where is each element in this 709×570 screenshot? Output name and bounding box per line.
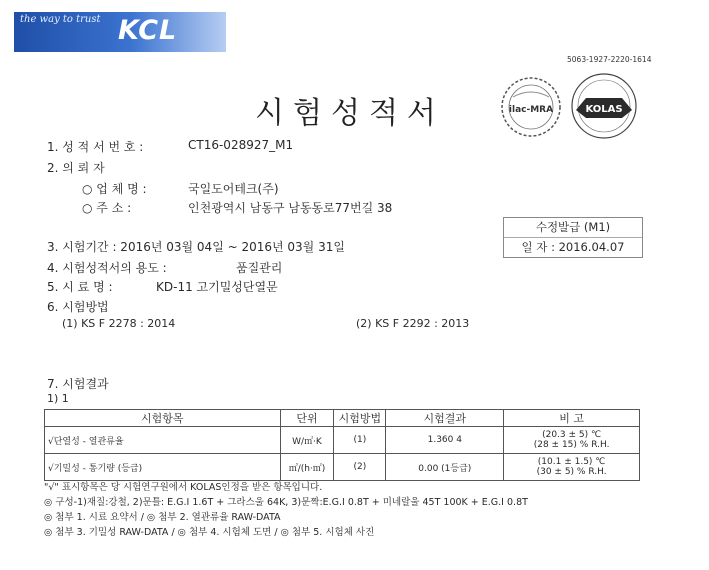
logo-text: KCL xyxy=(118,15,178,46)
row-unit: W/㎡·K xyxy=(280,427,334,454)
revision-date: 일 자 : 2016.04.07 xyxy=(521,240,625,254)
row-remark xyxy=(504,454,640,481)
usage-label: 4. 시험성적서의 용도 : xyxy=(47,261,167,275)
report-number-label: 1. 성 적 서 번 호 : xyxy=(47,140,144,154)
results-table xyxy=(44,409,640,481)
method-2: (2) KS F 2292 : 2013 xyxy=(356,317,470,330)
page-title: 시험성적서 xyxy=(255,96,445,131)
row-result: 0.00 (1등급) xyxy=(386,454,504,481)
kolas-seal xyxy=(566,72,642,140)
kcl-logo-banner xyxy=(14,12,226,52)
note-composition: ◎ 구성-1)재질:강철, 2)문틀: E.G.I 1.6T + 그라스울 64K, 3)문짝:E.G.I 0.8T + 미네랄울 45T 100K + E.G.I 0.8T xyxy=(44,497,528,508)
row-result: 1.360 4 xyxy=(386,427,504,454)
row-item: √기밀성 - 통기량 (등급) xyxy=(45,454,281,481)
remark-humidity: (28 ± 15) % R.H. xyxy=(533,440,610,450)
row-method: (2) xyxy=(334,454,386,481)
row-remark xyxy=(504,427,640,454)
usage-value: 품질관리 xyxy=(236,261,283,275)
client-label: 2. 의 뢰 자 xyxy=(47,161,105,175)
report-number-value: CT16-028927_M1 xyxy=(188,138,294,152)
note-attachments-1: ◎ 첨부 1. 시료 요약서 / ◎ 첨부 2. 열관류율 RAW-DATA xyxy=(44,512,281,523)
document-number: 5063-1927-2220-1614 xyxy=(567,55,652,64)
test-period: 3. 시험기간 : 2016년 03월 04일 ~ 2016년 03월 31일 xyxy=(47,240,345,254)
header-unit: 단위 xyxy=(280,410,334,427)
method-label: 6. 시험방법 xyxy=(47,300,109,314)
header-item: 시험항목 xyxy=(45,410,281,427)
results-subheading: 1) 1 xyxy=(47,392,69,405)
sample-value: KD-11 고기밀성단열문 xyxy=(156,280,278,294)
note-attachments-2: ◎ 첨부 3. 기밀성 RAW-DATA / ◎ 첨부 4. 시험체 도면 / ◎ 첨부 5. 시험체 사진 xyxy=(44,527,375,538)
header-method: 시험방법 xyxy=(334,410,386,427)
logo-tagline: the way to trust xyxy=(20,14,101,25)
revision-label: 수정발급 (M1) xyxy=(504,218,642,238)
header-remark: 비 고 xyxy=(504,410,640,427)
remark-humidity: (30 ± 5) % R.H. xyxy=(536,467,607,477)
company-value: 국일도어테크(주) xyxy=(188,182,279,196)
address-value: 인천광역시 남동구 남동동로77번길 38 xyxy=(188,201,393,215)
row-method: (1) xyxy=(334,427,386,454)
remark-temperature: (10.1 ± 1.5) ℃ xyxy=(537,457,606,467)
kolas-seal-text: KOLAS xyxy=(585,104,623,115)
method-1: (1) KS F 2278 : 2014 xyxy=(62,317,176,330)
ilac-seal-text: ilac-MRA xyxy=(508,105,554,115)
note-kolas: "√" 표시항목은 당 시험연구원에서 KOLAS인정을 받은 항목입니다. xyxy=(44,482,323,493)
row-item: √단열성 - 열관류율 xyxy=(45,427,281,454)
row-unit: ㎥/(h·㎡) xyxy=(280,454,334,481)
sample-label: 5. 시 료 명 : xyxy=(47,280,113,294)
ilac-mra-seal xyxy=(499,75,563,139)
results-heading: 7. 시험결과 xyxy=(47,377,109,391)
address-label: ○ 주 소 : xyxy=(82,201,132,215)
remark-temperature: (20.3 ± 5) ℃ xyxy=(542,430,602,440)
company-label: ○ 업 체 명 : xyxy=(82,182,147,196)
header-result: 시험결과 xyxy=(386,410,504,427)
table-row xyxy=(45,454,640,481)
revision-box xyxy=(503,217,643,258)
results-header-row xyxy=(45,410,640,427)
table-row xyxy=(45,427,640,454)
